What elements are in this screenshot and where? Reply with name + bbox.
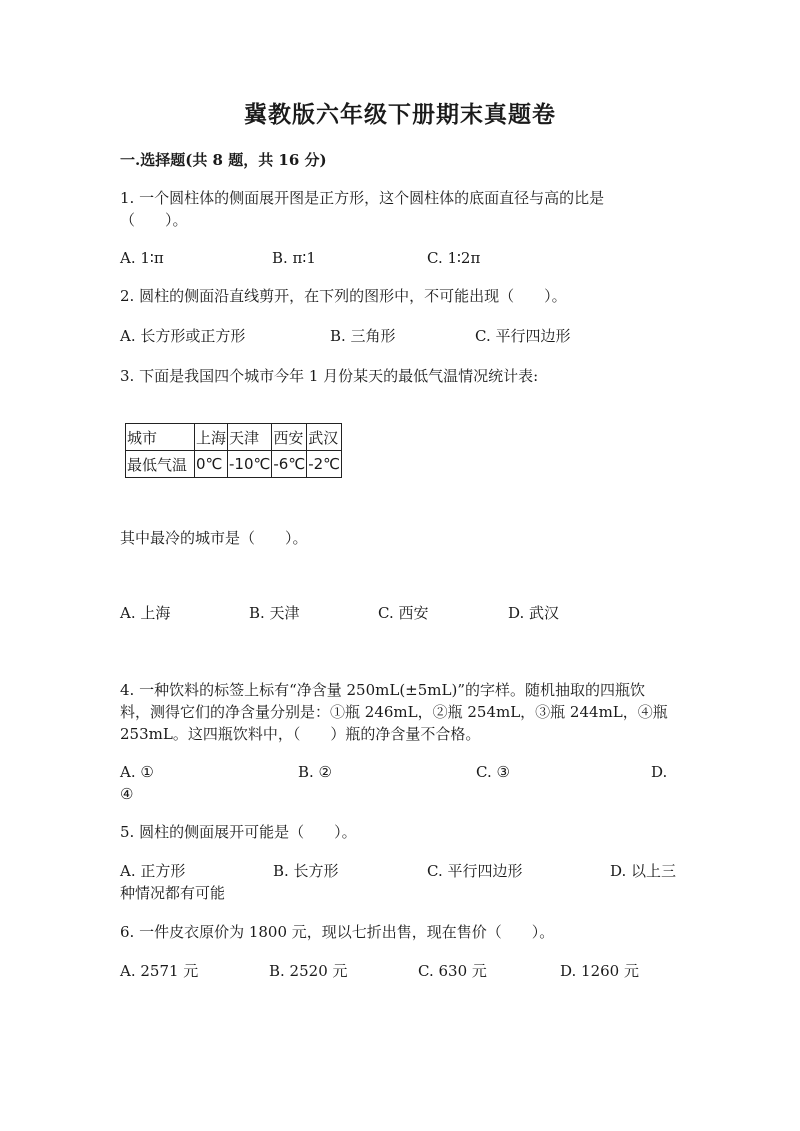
question-4-option-a: A. ① [120, 763, 154, 781]
question-6-text: 6. 一件皮衣原价为 1800 元，现以七折出售，现在售价（ ）。 [120, 923, 555, 941]
question-1-text: 1. 一个圆柱体的侧面展开图是正方形，这个圆柱体的底面直径与高的比是 [120, 189, 605, 207]
question-5-option-d-cont: 种情况都有可能 [120, 884, 226, 902]
question-4-option-d: D. [651, 763, 668, 781]
question-5-option-b: B. 长方形 [273, 862, 339, 880]
question-6-option-a: A. 2571 元 [120, 962, 199, 980]
table-header-row [126, 424, 342, 451]
question-3-prompt: 其中最冷的城市是（ ）。 [120, 529, 308, 547]
question-4-text: 4. 一种饮料的标签上标有“净含量 250mL(±5mL)”的字样。随机抽取的四瓶饮 [120, 681, 646, 699]
question-3-text: 3. 下面是我国四个城市今年 1 月份某天的最低气温情况统计表: [120, 367, 539, 385]
question-6-option-d: D. 1260 元 [560, 962, 639, 980]
question-2-option-b: B. 三角形 [330, 327, 396, 345]
question-4-text-cont: 料，测得它们的净含量分别是：①瓶 246mL，②瓶 254mL，③瓶 244mL，④瓶 [120, 703, 668, 721]
question-3-option-d: D. 武汉 [508, 604, 560, 622]
table-cell: -6℃ [272, 451, 307, 478]
question-1-text-cont: （ ）。 [120, 211, 188, 229]
question-4-option-b: B. ② [298, 763, 333, 781]
question-1-option-a: A. 1∶π [120, 249, 164, 267]
question-5-option-c: C. 平行四边形 [427, 862, 523, 880]
page-title: 冀教版六年级下册期末真题卷 [244, 101, 556, 128]
table-row [126, 451, 342, 478]
table-cell: 武汉 [307, 424, 342, 451]
table-cell: 最低气温 [126, 451, 195, 478]
question-2-option-c: C. 平行四边形 [475, 327, 571, 345]
question-3-option-a: A. 上海 [120, 604, 171, 622]
table-cell: -2℃ [307, 451, 342, 478]
question-4-option-c: C. ③ [476, 763, 510, 781]
question-2-option-a: A. 长方形或正方形 [120, 327, 246, 345]
question-3-option-c: C. 西安 [378, 604, 429, 622]
question-2-text: 2. 圆柱的侧面沿直线剪开，在下列的图形中，不可能出现（ ）。 [120, 287, 567, 305]
table-cell: -10℃ [228, 451, 272, 478]
table-cell: 上海 [195, 424, 228, 451]
question-5-option-a: A. 正方形 [120, 862, 186, 880]
question-5-option-d: D. 以上三 [610, 862, 677, 880]
table-cell: 0℃ [195, 451, 228, 478]
question-1-option-b: B. π∶1 [272, 249, 316, 267]
question-5-text: 5. 圆柱的侧面展开可能是（ ）。 [120, 823, 357, 841]
question-1-option-c: C. 1∶2π [427, 249, 481, 267]
table-cell: 天津 [228, 424, 272, 451]
table-cell: 城市 [126, 424, 195, 451]
temperature-table [125, 423, 342, 478]
section-heading: 一.选择题(共 8 题，共 16 分) [120, 151, 327, 169]
question-6-option-c: C. 630 元 [418, 962, 487, 980]
question-3-option-b: B. 天津 [249, 604, 300, 622]
question-4-text-cont: 253mL。这四瓶饮料中，（ ）瓶的净含量不合格。 [120, 725, 481, 743]
question-4-option-d-cont: ④ [120, 785, 134, 803]
question-6-option-b: B. 2520 元 [269, 962, 348, 980]
table-cell: 西安 [272, 424, 307, 451]
